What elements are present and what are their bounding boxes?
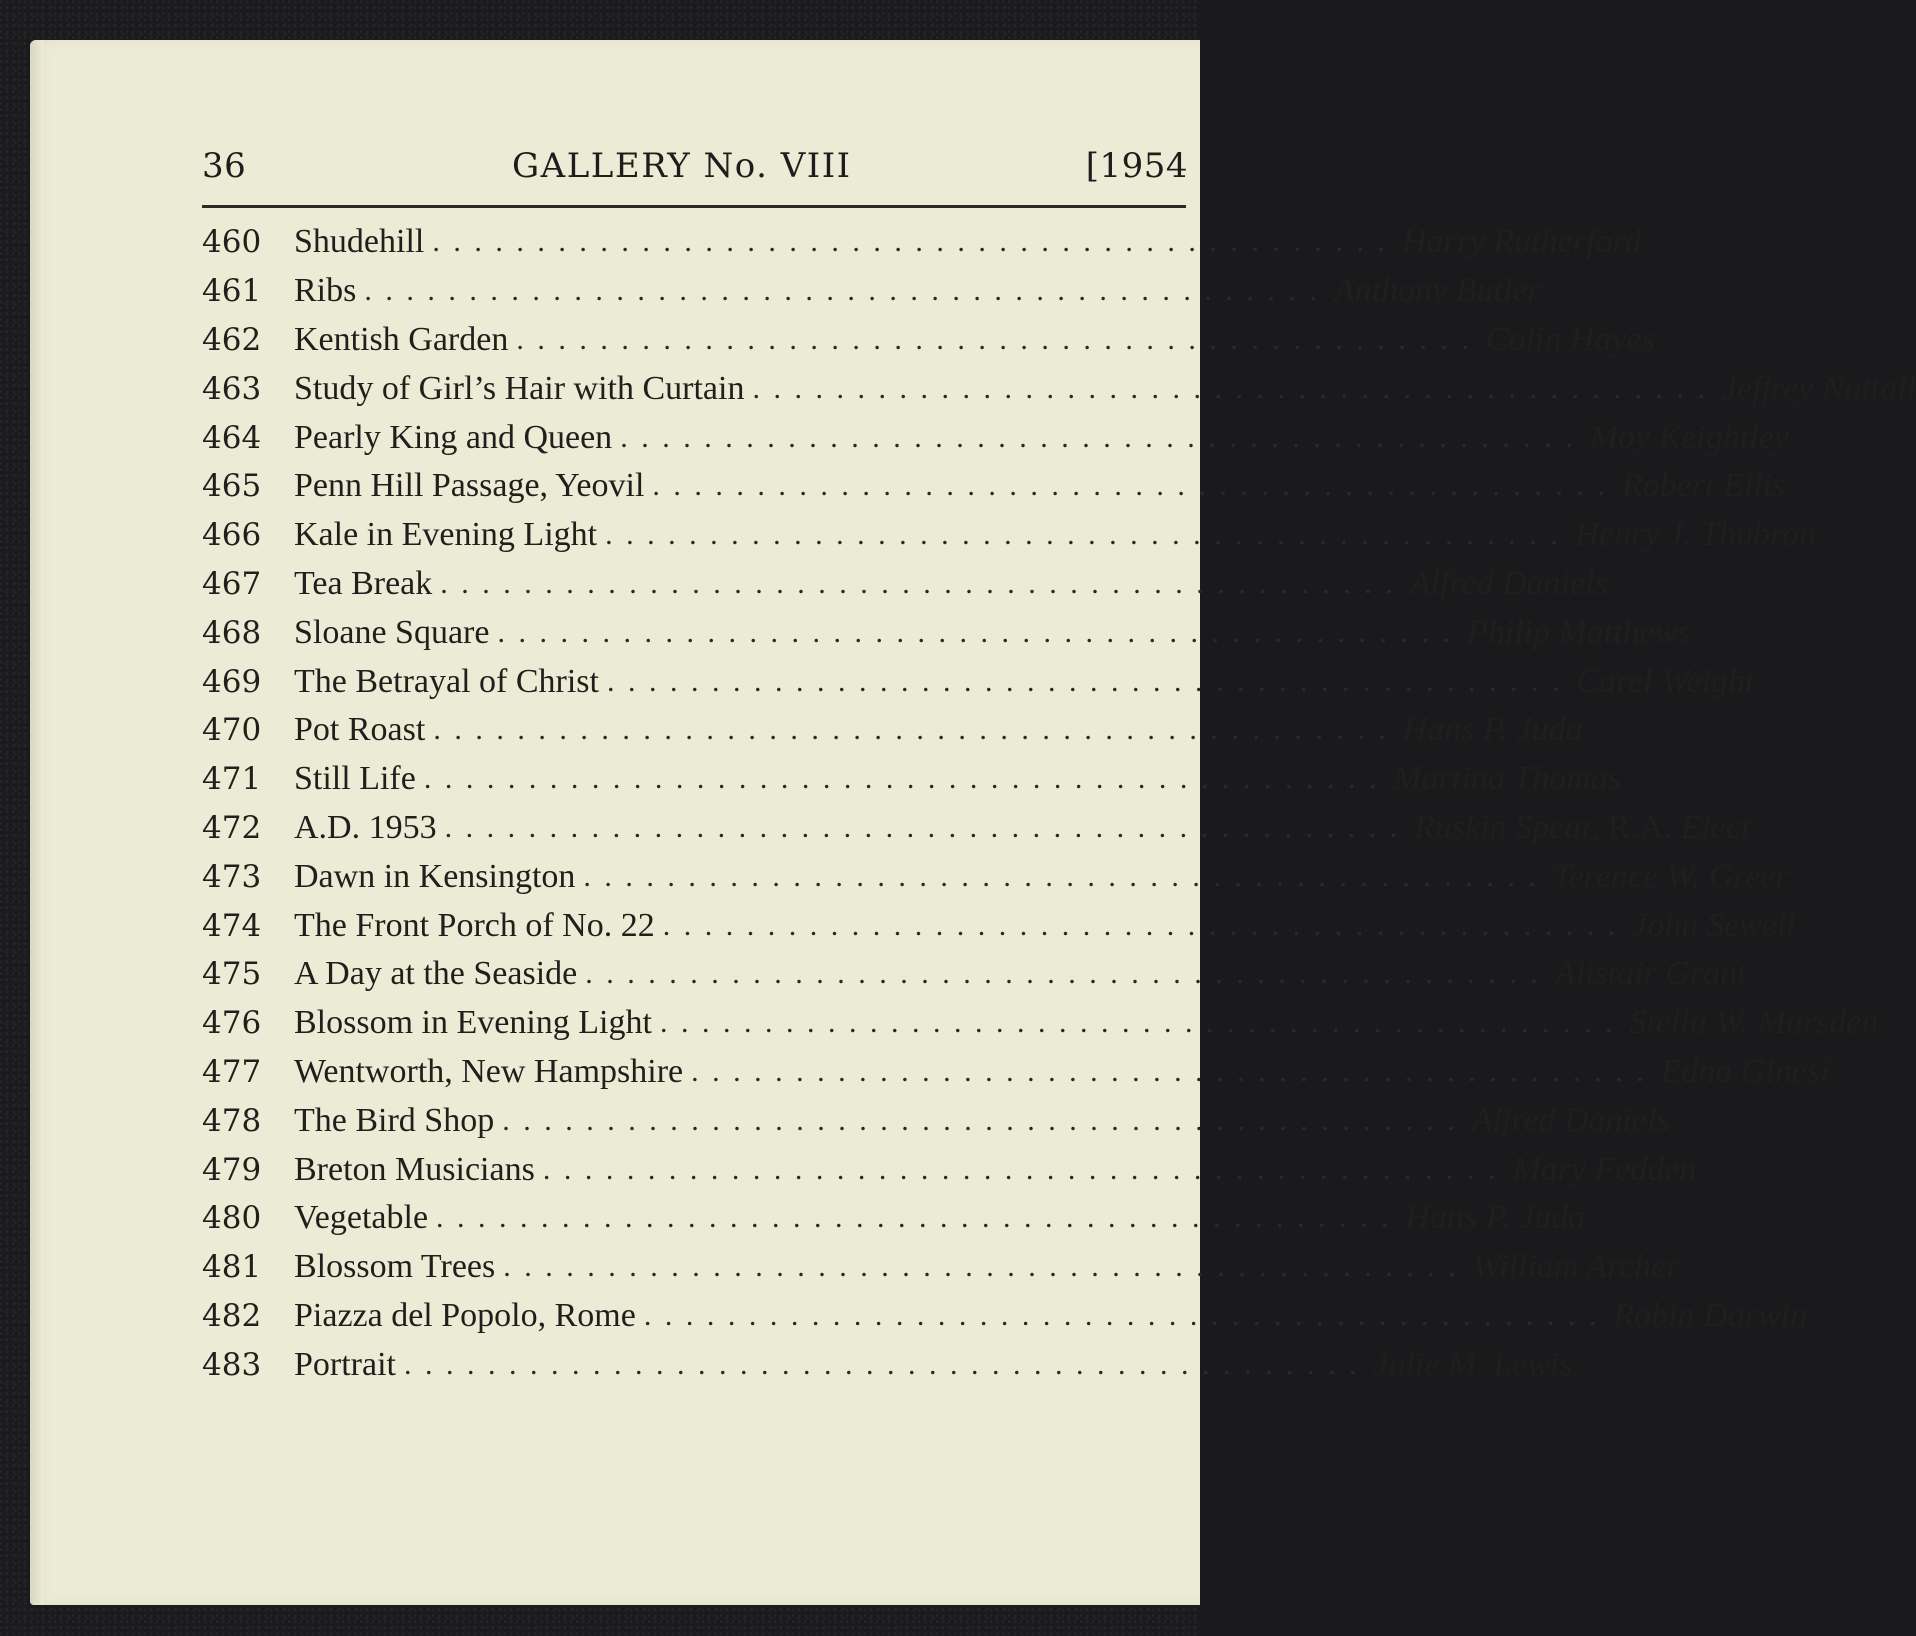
artist-name: Henry J. Thubron [1574, 516, 1817, 554]
entry-number: 464 [202, 419, 262, 456]
catalogue-entry [202, 608, 1691, 657]
entry-artist [1472, 1102, 1670, 1140]
artist-name: Hans P. Juda [1405, 1199, 1586, 1237]
artist-name: Robin Darwin [1613, 1296, 1807, 1334]
catalogue-entry [202, 901, 1796, 950]
catalogue-entry [202, 1145, 1697, 1194]
dot-leader: . . . . . . . . . . . . . . . . . . . . . . . . . . . . . . . . . . . . . . . . . . . . . . [403, 1347, 1360, 1381]
header-rule [202, 205, 1186, 208]
dot-leader: . . . . . . . . . . . . . . . . . . . . . . . . . . . . . . . . . . . . . . . . . . . . . . [606, 664, 1563, 698]
entry-artist [1414, 809, 1750, 847]
artist-name: Ruskin Spear, [1414, 808, 1600, 846]
entry-title: The Betrayal of Christ [294, 662, 599, 700]
entry-title: Kale in Evening Light [294, 516, 598, 554]
artist-name: Anthony Butler [1333, 272, 1541, 310]
entry-number: 481 [202, 1249, 262, 1286]
dot-leader: . . . . . . . . . . . . . . . . . . . . . . . . . . . . . . . . . . . . . . . . . . . . . . [605, 518, 1561, 552]
artist-name: Philip Matthews [1466, 613, 1691, 651]
entry-artist [1575, 516, 1816, 554]
catalogue-entry [202, 804, 1751, 853]
dot-leader: . . . . . . . . . . . . . . . . . . . . . . . . . . . . . . . . . . . . . . . . . . . . . . [652, 469, 1608, 503]
page-number: 36 [202, 146, 247, 186]
dot-leader: . . . . . . . . . . . . . . . . . . . . . . . . . . . . . . . . . . . . . . . . . . . . . . [497, 615, 1453, 649]
entry-number: 461 [202, 273, 262, 310]
entry-number: 482 [202, 1297, 262, 1334]
entry-artist [1393, 760, 1621, 798]
entry-artist [1553, 858, 1789, 896]
catalogue-entry [202, 511, 1817, 560]
dot-leader: . . . . . . . . . . . . . . . . . . . . . . . . . . . . . . . . . . . . . . . . . . . . . . [583, 859, 1539, 893]
dot-leader: . . . . . . . . . . . . . . . . . . . . . . . . . . . . . . . . . . . . . . . . . . . . . . [433, 713, 1389, 747]
entry-artist [1473, 1248, 1680, 1286]
entry-title: The Bird Shop [294, 1101, 495, 1139]
catalogue-entry [202, 560, 1608, 609]
entry-artist [1410, 565, 1608, 603]
running-title: GALLERY No. VIII [512, 146, 852, 186]
entry-title: The Front Porch of No. 22 [294, 906, 655, 944]
entry-title: Breton Musicians [294, 1150, 535, 1188]
artist-name: Mary Fedden [1512, 1150, 1697, 1188]
catalogue-entry [202, 999, 1879, 1048]
entry-number: 468 [202, 614, 262, 651]
dot-leader: . . . . . . . . . . . . . . . . . . . . . . . . . . . . . . . . . . . . . . . . . . . . . . [752, 371, 1708, 405]
dot-leader: . . . . . . . . . . . . . . . . . . . . . . . . . . . . . . . . . . . . . . . . . . . . . . [444, 810, 1401, 844]
running-header [202, 140, 1188, 190]
dot-leader: . . . . . . . . . . . . . . . . . . . . . . . . . . . . . . . . . . . . . . . . . . . . . . [620, 420, 1576, 454]
dot-leader: . . . . . . . . . . . . . . . . . . . . . . . . . . . . . . . . . . . . . . . . . . . . . . [516, 322, 1472, 356]
entry-number: 465 [202, 468, 262, 505]
entry-number: 477 [202, 1053, 262, 1090]
entry-number: 480 [202, 1200, 262, 1237]
entry-artist [1629, 1004, 1878, 1042]
catalogue-entry [202, 316, 1655, 365]
entry-title: Ribs [294, 272, 357, 310]
entry-artist [1406, 1199, 1586, 1237]
entry-artist [1334, 272, 1541, 310]
entry-title: Pot Roast [294, 711, 426, 749]
catalogue-entry [202, 1048, 1830, 1097]
artist-name: Moy Keightley [1589, 418, 1789, 456]
catalogue-entry [202, 1243, 1680, 1292]
entry-artist [1632, 907, 1795, 945]
entry-title: Penn Hill Passage, Yeovil [294, 467, 645, 505]
catalogue-entry [202, 413, 1789, 462]
dot-leader: . . . . . . . . . . . . . . . . . . . . . . . . . . . . . . . . . . . . . . . . . . . . . . [432, 225, 1388, 259]
catalogue-entry [202, 364, 1916, 413]
catalogue-entry [202, 1194, 1586, 1243]
catalogue-entry [202, 267, 1541, 316]
entry-artist [1373, 1346, 1572, 1384]
artist-name: Alfred Daniels [1409, 564, 1608, 602]
catalogue-entry [202, 852, 1789, 901]
entry-artist [1590, 419, 1789, 457]
entry-number: 479 [202, 1151, 262, 1188]
catalogue-entry [202, 755, 1621, 804]
dot-leader: . . . . . . . . . . . . . . . . . . . . . . . . . . . . . . . . . . . . . . . . . . . . . . [423, 762, 1380, 796]
catalogue-entry [202, 1292, 1807, 1341]
entry-number: 475 [202, 956, 262, 993]
entry-artist [1486, 321, 1655, 359]
entry-artist [1622, 467, 1785, 505]
entry-artist [1661, 1053, 1830, 1091]
entry-artist [1467, 614, 1691, 652]
entry-title: A Day at the Seaside [294, 955, 578, 993]
catalogue-entry [202, 950, 1747, 999]
entry-title: Blossom in Evening Light [294, 1004, 652, 1042]
entry-artist [1403, 711, 1583, 749]
catalogue-entry-list [202, 218, 1916, 1389]
entry-title: Shudehill [294, 223, 425, 261]
year-mark: [1954 [1085, 146, 1188, 186]
entry-title: Vegetable [294, 1199, 429, 1237]
artist-name: Robert Ellis [1621, 467, 1786, 505]
dot-leader: . . . . . . . . . . . . . . . . . . . . . . . . . . . . . . . . . . . . . . . . . . . . . . [502, 1103, 1458, 1137]
artist-name: Jeffrey Nuttall [1721, 369, 1916, 407]
catalogue-entry [202, 1340, 1573, 1389]
dot-leader: . . . . . . . . . . . . . . . . . . . . . . . . . . . . . . . . . . . . . . . . . . . . . . [585, 957, 1541, 991]
dot-leader: . . . . . . . . . . . . . . . . . . . . . . . . . . . . . . . . . . . . . . . . . . . . . . [364, 274, 1320, 308]
artist-name: William Archer [1472, 1248, 1680, 1286]
artist-name: John Sewell [1632, 906, 1796, 944]
entry-artist [1512, 1151, 1696, 1189]
entry-title: Blossom Trees [294, 1248, 496, 1286]
dot-leader: . . . . . . . . . . . . . . . . . . . . . . . . . . . . . . . . . . . . . . . . . . . . . . [643, 1298, 1600, 1332]
dot-leader: . . . . . . . . . . . . . . . . . . . . . . . . . . . . . . . . . . . . . . . . . . . . . . [542, 1152, 1499, 1186]
entry-number: 463 [202, 370, 262, 407]
artist-name: Colin Hayes [1485, 320, 1655, 358]
entry-number: 470 [202, 712, 262, 749]
artist-name: Stella W. Marsden [1629, 1004, 1879, 1042]
entry-title: A.D. 1953 [294, 808, 437, 846]
entry-artist [1613, 1297, 1807, 1335]
artist-name: Martina Thomas [1393, 760, 1621, 798]
entry-title: Sloane Square [294, 613, 490, 651]
entry-title: Portrait [294, 1345, 396, 1383]
artist-name: Terence W. Greer [1552, 857, 1789, 895]
dot-leader: . . . . . . . . . . . . . . . . . . . . . . . . . . . . . . . . . . . . . . . . . . . . . . [440, 566, 1396, 600]
artist-name: Alfred Daniels [1471, 1101, 1670, 1139]
artist-name: Edna Ginesi [1660, 1052, 1830, 1090]
dot-leader: . . . . . . . . . . . . . . . . . . . . . . . . . . . . . . . . . . . . . . . . . . . . . . [691, 1054, 1647, 1088]
artist-name: Harry Rutherford [1401, 223, 1642, 261]
entry-artist [1576, 663, 1754, 701]
entry-number: 467 [202, 565, 262, 602]
entry-title: Pearly King and Queen [294, 418, 613, 456]
entry-title: Piazza del Popolo, Rome [294, 1296, 636, 1334]
entry-number: 471 [202, 761, 262, 798]
dot-leader: . . . . . . . . . . . . . . . . . . . . . . . . . . . . . . . . . . . . . . . . . . . . . . [436, 1201, 1392, 1235]
catalogue-entry [202, 1096, 1670, 1145]
entry-number: 469 [202, 663, 262, 700]
entry-number: 472 [202, 809, 262, 846]
entry-title: Wentworth, New Hampshire [294, 1052, 684, 1090]
dot-leader: . . . . . . . . . . . . . . . . . . . . . . . . . . . . . . . . . . . . . . . . . . . . . . [503, 1250, 1459, 1284]
entry-number: 473 [202, 858, 262, 895]
entry-number: 466 [202, 517, 262, 554]
entry-title: Dawn in Kensington [294, 857, 576, 895]
catalogue-entry [202, 706, 1583, 755]
entry-number: 483 [202, 1346, 262, 1383]
entry-artist [1402, 223, 1642, 261]
entry-title: Still Life [294, 760, 416, 798]
entry-title: Kentish Garden [294, 320, 509, 358]
page-fore-edge [30, 40, 44, 1605]
artist-name: Julie M. Lewis [1373, 1345, 1573, 1383]
artist-name: Hans P. Juda [1402, 711, 1583, 749]
entry-number: 478 [202, 1102, 262, 1139]
dot-leader: . . . . . . . . . . . . . . . . . . . . . . . . . . . . . . . . . . . . . . . . . . . . . . [662, 908, 1619, 942]
catalogue-entry [202, 462, 1786, 511]
entry-artist [1555, 955, 1747, 993]
entry-number: 462 [202, 321, 262, 358]
entry-number: 474 [202, 907, 262, 944]
entry-title: Study of Girl’s Hair with Curtain [294, 369, 745, 407]
artist-distinction: R.A. [1599, 808, 1681, 846]
entry-number: 460 [202, 224, 262, 261]
catalogue-entry [202, 657, 1755, 706]
artist-distinction-suffix: Elect [1680, 808, 1751, 846]
entry-number: 476 [202, 1005, 262, 1042]
artist-name: Carel Weight [1576, 662, 1755, 700]
entry-artist [1722, 370, 1916, 408]
entry-title: Tea Break [294, 564, 433, 602]
catalogue-entry [202, 218, 1642, 267]
artist-name: Alistair Grant [1554, 955, 1747, 993]
dot-leader: . . . . . . . . . . . . . . . . . . . . . . . . . . . . . . . . . . . . . . . . . . . . . . [659, 1006, 1616, 1040]
